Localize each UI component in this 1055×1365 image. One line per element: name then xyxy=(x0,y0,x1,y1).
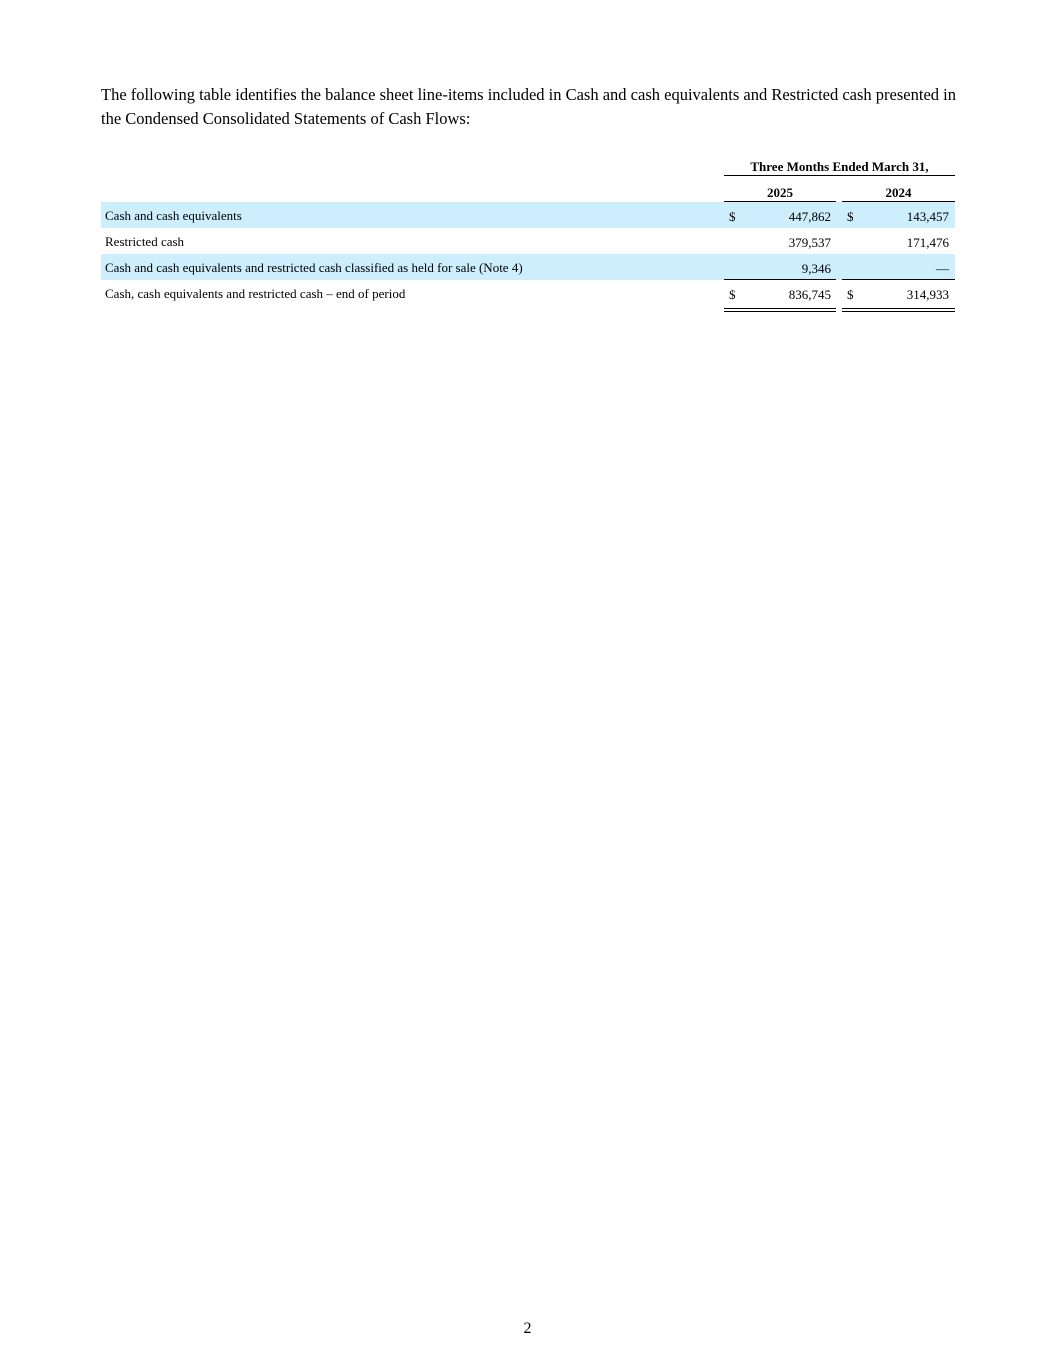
value-2025: 9,346 xyxy=(801,261,831,276)
column-group-header: Three Months Ended March 31, xyxy=(750,159,929,174)
value-2024: — xyxy=(936,261,949,276)
currency-symbol: $ xyxy=(847,287,854,302)
value-2025: 836,745 xyxy=(788,287,831,302)
currency-symbol: $ xyxy=(729,287,736,302)
header-rule xyxy=(724,175,955,176)
column-header-2025: 2025 xyxy=(767,185,793,200)
row-label: Restricted cash xyxy=(105,234,185,249)
page-number: 2 xyxy=(523,1320,532,1337)
column-header-2024: 2024 xyxy=(885,185,912,200)
table-header xyxy=(101,154,955,202)
value-2025: 447,862 xyxy=(788,209,831,224)
value-2025: 379,537 xyxy=(788,235,831,250)
total-double-rule-2025 xyxy=(724,308,836,312)
value-2024: 143,457 xyxy=(906,209,949,224)
row-label: Cash and cash equivalents and restricted cash classified as held for sale (Note 4) xyxy=(105,260,523,275)
row-label: Cash, cash equivalents and restricted cash – end of period xyxy=(105,286,406,301)
currency-symbol: $ xyxy=(847,209,854,224)
table-row xyxy=(101,202,955,228)
currency-symbol: $ xyxy=(729,209,736,224)
total-double-rule-2024 xyxy=(842,308,955,312)
cash-reconciliation-table xyxy=(101,154,955,312)
row-label: Cash and cash equivalents xyxy=(105,208,242,223)
value-2024: 314,933 xyxy=(906,287,949,302)
value-2024: 171,476 xyxy=(906,235,949,250)
table-total-row xyxy=(101,280,955,312)
intro-paragraph: The following table identifies the balance sheet line-items included in Cash and cash equivalents and Restricted cash presented in the Condensed Consolidated Statements of Cash Flows: xyxy=(101,85,956,128)
table-row xyxy=(101,228,955,254)
table-row xyxy=(101,254,955,280)
